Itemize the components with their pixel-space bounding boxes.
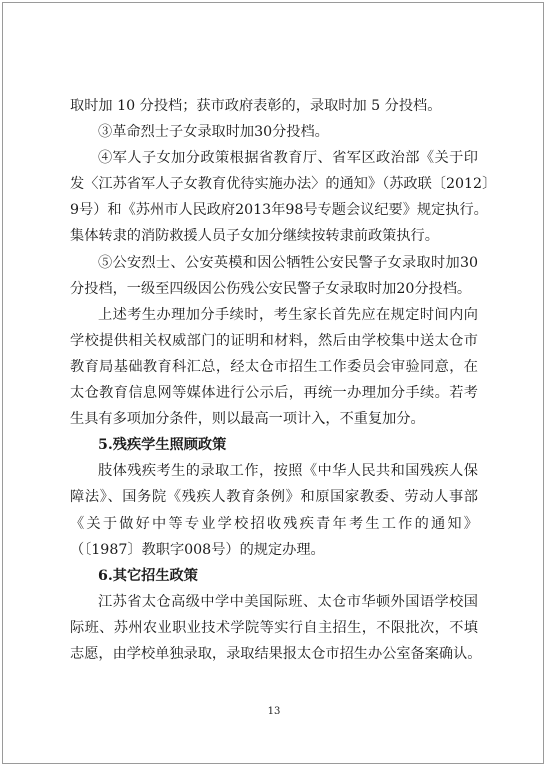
paragraph-line: 际班、苏州农业职业技术学院等实行自主招生，不限批次，不填: [70, 619, 478, 636]
paragraph-line: 障法》、国务院《残疾人教育条例》和原国家教委、劳动人事部: [70, 489, 478, 506]
paragraph-line: 发〈江苏省军人子女教育优待实施办法〉的通知》（苏政联〔2012〕: [70, 176, 497, 193]
paragraph-line: 志愿，由学校单独录取，录取结果报太仓市招生办公室备案确认。: [70, 645, 482, 662]
paragraph-line: 生具有多项加分条件，则以最高一项计入，不重复加分。: [70, 411, 425, 428]
paragraph-line: 《关于做好中等专业学校招收残疾青年考生工作的通知》: [70, 515, 478, 532]
paragraph-line: （〔1987〕教职字008号）的规定办理。: [70, 541, 325, 558]
paragraph-line: ⑤公安烈士、公安英模和因公牺牲公安民警子女录取时加30: [98, 254, 478, 271]
paragraph-line: 江苏省太仓高级中学中美国际班、太仓市华顿外国语学校国: [98, 593, 478, 610]
page-number: 13: [267, 706, 281, 717]
paragraph-line: 肢体残疾考生的录取工作，按照《中华人民共和国残疾人保: [98, 463, 478, 480]
paragraph-line: 分投档，一级至四级因公伤残公安民警子女录取时加20分投档。: [70, 280, 472, 297]
paragraph-line: 教育局基础教育科汇总，经太仓市招生工作委员会审验同意，在: [70, 358, 478, 375]
paragraph-line: ③革命烈士子女录取时加30分投档。: [98, 124, 329, 141]
document-body: [70, 93, 497, 667]
paragraph-line: ④军人子女加分政策根据省教育厅、省军区政治部《关于印: [98, 150, 478, 167]
paragraph-line: 集体转隶的消防救援人员子女加分继续按转隶前政策执行。: [70, 228, 439, 245]
paragraph-line: 取时加 10 分投档；获市政府表彰的，录取时加 5 分投档。: [70, 98, 442, 114]
section-heading: 6.其它招生政策: [98, 567, 198, 584]
paragraph-line: 太仓教育信息网等媒体进行公示后，再统一办理加分手续。若考: [70, 385, 478, 402]
paragraph-line: 上述考生办理加分手续时，考生家长首先应在规定时间内向: [98, 306, 478, 323]
paragraph-line: 9号）和《苏州市人民政府2013年98号专题会议纪要》规定执行。: [70, 202, 488, 219]
section-heading: 5.残疾学生照顾政策: [98, 437, 227, 454]
paragraph-line: 学校提供相关权威部门的证明和材料，然后由学校集中送太仓市: [70, 332, 478, 349]
